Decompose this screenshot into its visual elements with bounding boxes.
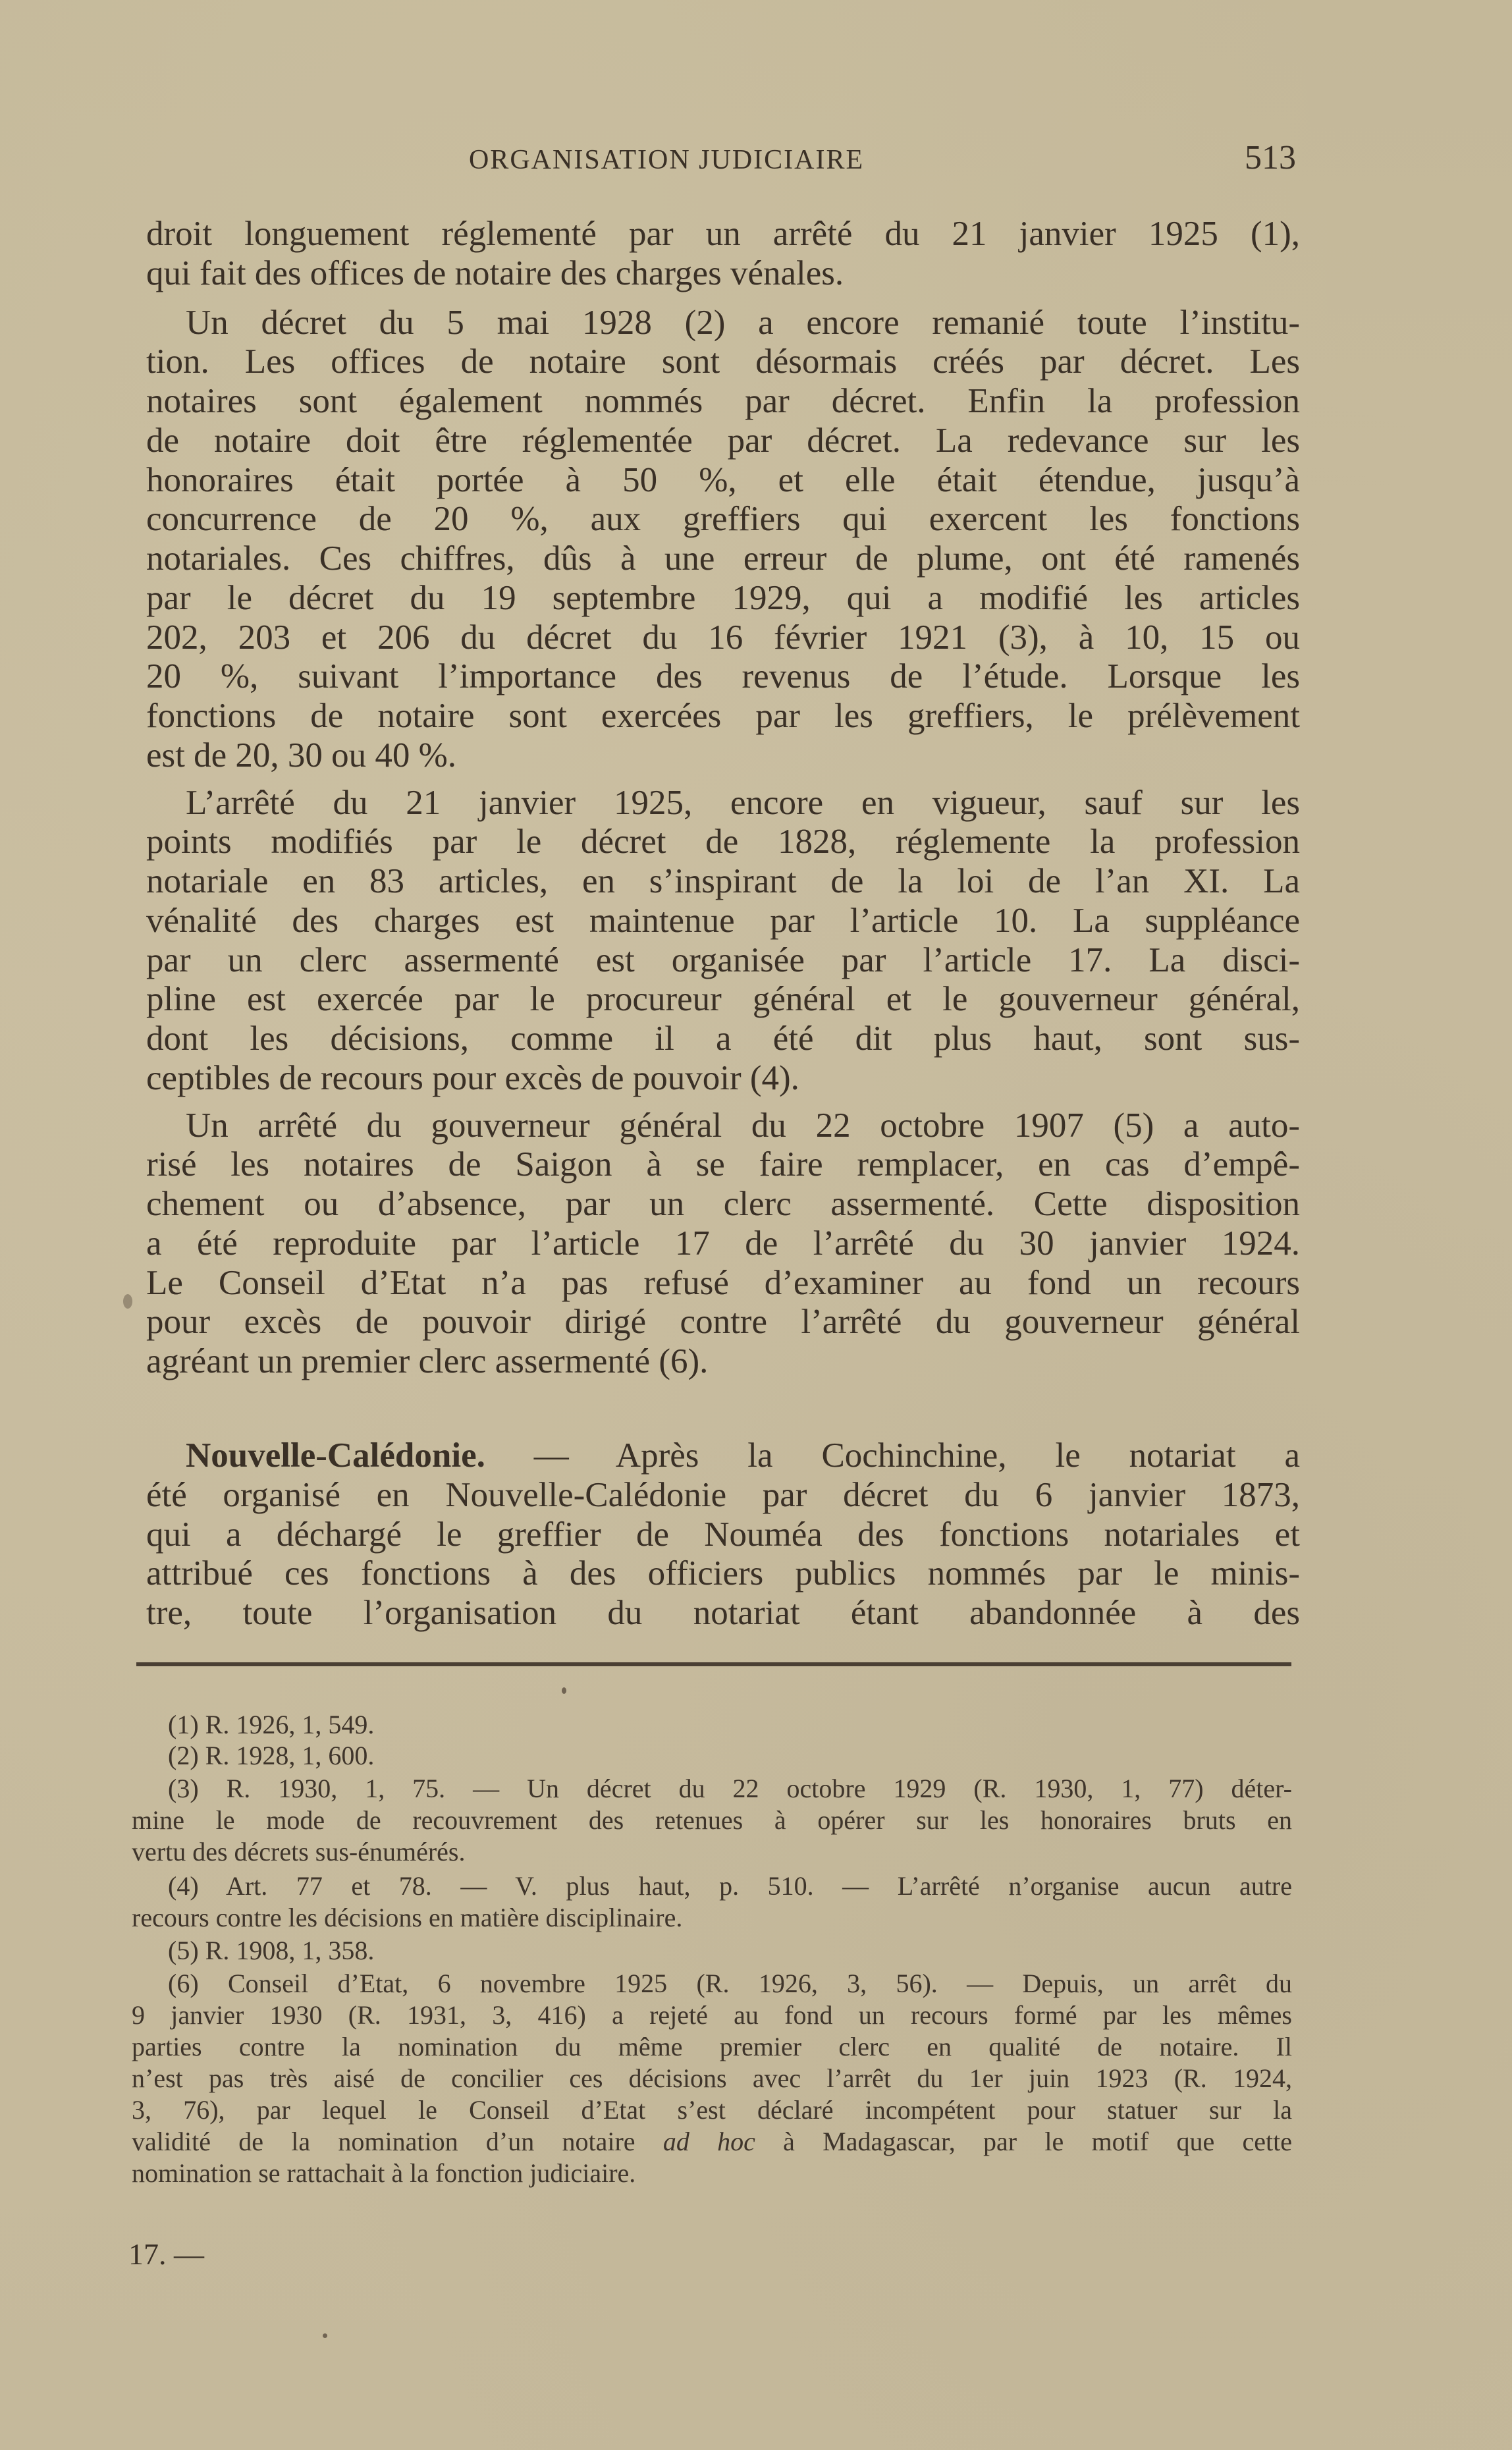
body-line: Un arrêté du gouverneur général du 22 octobre 1907 (5) a auto- [186,1106,1300,1145]
scan-speck [562,1687,566,1694]
scan-speck [123,1294,132,1309]
body-line: qui a déchargé le greffier de Nouméa des fonctions notariales et [146,1515,1300,1554]
body-line: L’arrêté du 21 janvier 1925, encore en vigueur, sauf sur les [186,783,1300,822]
italic-phrase: ad hoc [662,2127,755,2156]
signature-mark: 17. — [128,2237,204,2271]
body-line: ceptibles de recours pour excès de pouvoir (4). [146,1058,799,1097]
body-line: par un clerc assermenté est organisée par l’article 17. La disci- [146,940,1300,979]
section-line-text: — Après la Cochinchine, le notariat a [485,1436,1300,1475]
body-line: agréant un premier clerc assermenté (6). [146,1342,709,1380]
body-line: pour excès de pouvoir dirigé contre l’arrêté du gouverneur général [146,1303,1300,1342]
body-line: tion. Les offices de notaire sont désormais créés par décret. Les [146,342,1300,381]
body-line: notariales. Ces chiffres, dûs à une erreur de plume, ont été ramenés [146,539,1300,578]
page-number: 513 [1245,139,1296,177]
body-line: droit longuement réglementé par un arrêté du 21 janvier 1925 (1), [146,215,1300,253]
footnote-line: vertu des décrets sus-énumérés. [132,1837,466,1866]
body-line: fonctions de notaire sont exercées par les greffiers, le prélèvement [146,697,1300,735]
body-line: notariale en 83 articles, en s’inspirant de la loi de l’an XI. La [146,862,1300,900]
body-line: a été reproduite par l’article 17 de l’arrêté du 30 janvier 1924. [146,1224,1300,1263]
body-line: 20 %, suivant l’importance des revenus de l’étude. Lorsque les [146,657,1300,696]
footnote-line: validité de la nomination d’un notaire ad hoc à Madagascar, par le motif que cette [132,2127,1292,2156]
body-line: de notaire doit être réglementée par décret. La redevance sur les [146,421,1300,460]
body-line: chement ou d’absence, par un clerc assermenté. Cette disposition [146,1185,1300,1223]
body-line: concurrence de 20 %, aux greffiers qui exercent les fonctions [146,500,1300,539]
body-line: attribué ces fonctions à des officiers publics nommés par le minis- [146,1554,1300,1593]
body-line: qui fait des offices de notaire des charges vénales. [146,254,844,292]
section-first-line [186,1436,1300,1475]
body-line: Le Conseil d’Etat n’a pas refusé d’examiner au fond un recours [146,1263,1300,1302]
footnote-line: nomination se rattachait à la fonction judiciaire. [132,2158,636,2188]
body-line: dont les décisions, comme il a été dit plus haut, sont sus- [146,1020,1300,1058]
footnote-line: 9 janvier 1930 (R. 1931, 3, 416) a rejeté au fond un recours formé par les mêmes [132,2000,1292,2030]
body-line: vénalité des charges est maintenue par l’article 10. La suppléance [146,901,1300,940]
footnote-line: (4) Art. 77 et 78. — V. plus haut, p. 510. — L’arrêté n’organise aucun autre [168,1871,1292,1901]
footnote-line: (6) Conseil d’Etat, 6 novembre 1925 (R. 1926, 3, 56). — Depuis, un arrêt du [168,1969,1292,1998]
section-heading: Nouvelle-Calédonie. [186,1436,485,1475]
body-line: Un décret du 5 mai 1928 (2) a encore remanié toute l’institu- [186,303,1300,342]
running-title: ORGANISATION JUDICIAIRE [469,145,865,175]
footnote-line: n’est pas très aisé de concilier ces décisions avec l’arrêt du 1er juin 1923 (R. 1924, [132,2063,1292,2093]
body-line: par le décret du 19 septembre 1929, qui a modifié les articles [146,578,1300,617]
footnote-line: (3) R. 1930, 1, 75. — Un décret du 22 octobre 1929 (R. 1930, 1, 77) déter- [168,1774,1292,1803]
body-line: points modifiés par le décret de 1828, réglemente la profession [146,823,1300,861]
footnote-line: parties contre la nomination du même premier clerc en qualité de notaire. Il [132,2032,1292,2061]
body-line: pline est exercée par le procureur général et le gouverneur général, [146,980,1300,1019]
body-line: honoraires était portée à 50 %, et elle était étendue, jusqu’à [146,460,1300,499]
body-line: 202, 203 et 206 du décret du 16 février 1921 (3), à 10, 15 ou [146,618,1300,657]
body-line: notaires sont également nommés par décret. Enfin la profession [146,382,1300,420]
body-line: est de 20, 30 ou 40 %. [146,736,457,775]
footnote-line: (2) R. 1928, 1, 600. [168,1741,375,1770]
footnote-separator-rule [136,1662,1291,1666]
footnote-line: mine le mode de recouvrement des retenues à opérer sur les honoraires bruts en [132,1805,1292,1835]
body-line: été organisé en Nouvelle-Calédonie par décret du 6 janvier 1873, [146,1475,1300,1514]
footnote-line: (1) R. 1926, 1, 549. [168,1710,375,1739]
footnote-line: (5) R. 1908, 1, 358. [168,1936,375,1965]
body-line: tre, toute l’organisation du notariat étant abandonnée à des [146,1594,1300,1632]
scan-speck [323,2333,327,2338]
footnote-line: recours contre les décisions en matière disciplinaire. [132,1903,683,1932]
body-line: risé les notaires de Saigon à se faire remplacer, en cas d’empê- [146,1145,1300,1184]
footnote-line: 3, 76), par lequel le Conseil d’Etat s’est déclaré incompétent pour statuer sur la [132,2095,1292,2125]
